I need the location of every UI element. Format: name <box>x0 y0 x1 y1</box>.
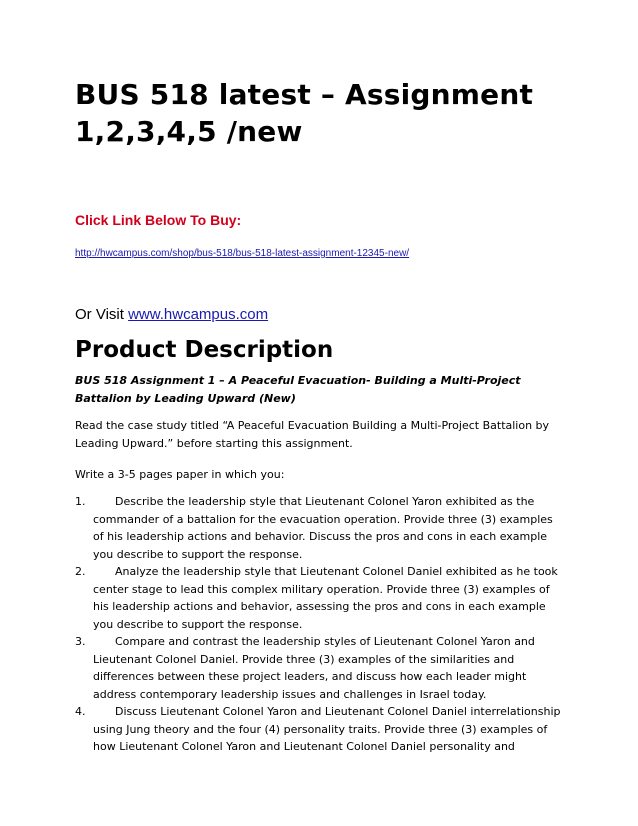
list-item-text: Discuss Lieutenant Colonel Yaron and Lieutenant Colonel Daniel interrelationship using Jung theory and the four (4) personality traits. Provide three (3) examples of how Lieutenant Colonel Yaron and Lieutenant Colonel Daniel personality and <box>93 705 561 753</box>
list-item <box>75 493 565 563</box>
instruction-text: Write a 3-5 pages paper in which you: <box>75 468 285 481</box>
list-item <box>75 633 565 703</box>
section-title: Product Description <box>75 337 334 363</box>
list-item-number: 4. <box>75 705 86 718</box>
buy-link[interactable]: http://hwcampus.com/shop/bus-518/bus-518-latest-assignment-12345-new/ <box>75 248 410 259</box>
intro-paragraph: Read the case study titled “A Peaceful Evacuation Building a Multi-Project Battalion by Leading Upward.” before starting this assignment. <box>75 419 550 450</box>
visit-prefix: Or Visit <box>75 306 129 323</box>
assignment-subheading: BUS 518 Assignment 1 – A Peaceful Evacuation- Building a Multi-Project Battalion by Leading Upward (New) <box>75 374 521 405</box>
list-item-number: 1. <box>75 495 86 508</box>
list-item-text: Analyze the leadership style that Lieutenant Colonel Daniel exhibited as he took center stage to lead this complex military operation. Provide three (3) examples of his leadership actions and behavior, assessing the pros and cons in each example you describe to support the response. <box>93 565 558 631</box>
list-item <box>75 563 565 633</box>
list-item-number: 3. <box>75 635 86 648</box>
buy-label: Click Link Below To Buy: <box>75 212 242 228</box>
visit-line <box>75 306 268 323</box>
list-item-number: 2. <box>75 565 86 578</box>
document-title: BUS 518 latest – Assignment 1,2,3,4,5 /new <box>75 78 534 148</box>
list-item <box>75 703 565 756</box>
visit-link[interactable]: www.hwcampus.com <box>128 306 269 323</box>
list-item-text: Describe the leadership style that Lieutenant Colonel Yaron exhibited as the commander of a battalion for the evacuation operation. Provide three (3) examples of his leadership actions and behavior. Discuss the pros and cons in each example you describe to support the response. <box>93 495 553 561</box>
list-item-text: Compare and contrast the leadership styles of Lieutenant Colonel Yaron and Lieutenant Colonel Daniel. Provide three (3) examples of the similarities and differences between these project leaders, and discuss how each leader might address contemporary leadership issues and challenges in Israel today. <box>93 635 535 701</box>
requirements-list <box>75 493 565 756</box>
